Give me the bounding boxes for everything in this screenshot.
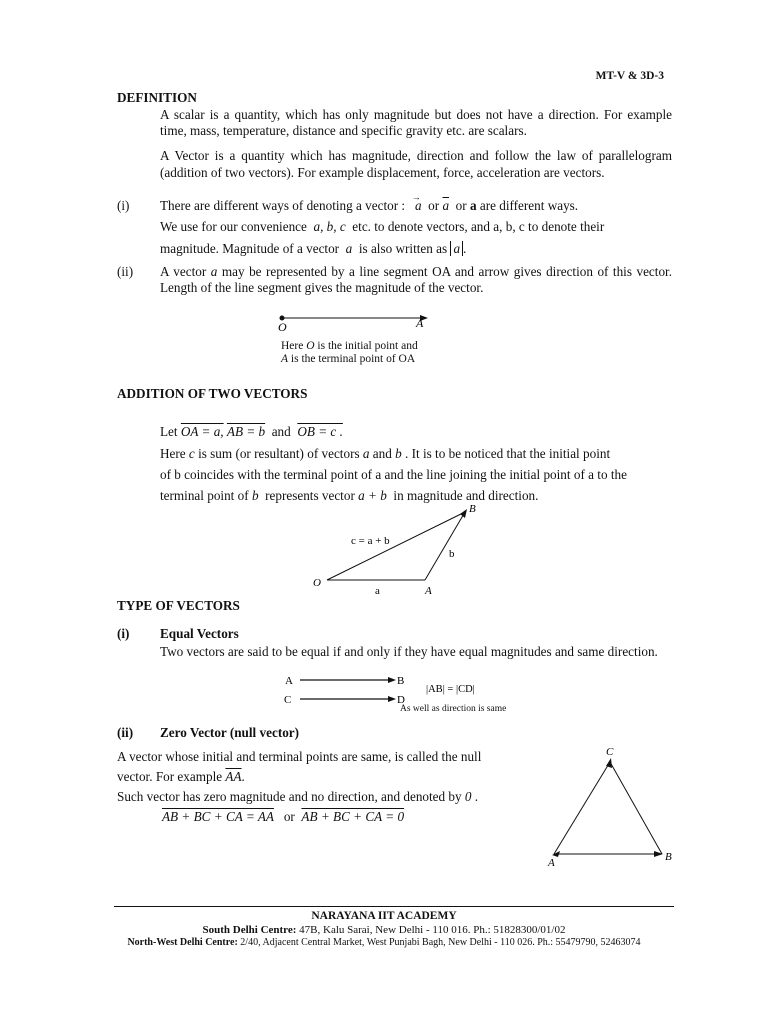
definition-heading: DEFINITION	[117, 90, 197, 105]
vector-notation-line	[160, 192, 672, 214]
footer-org: NARAYANA IIT ACADEMY	[311, 910, 457, 922]
label-o: O	[278, 320, 287, 334]
zero-vector-title: Zero Vector (null vector)	[160, 725, 300, 740]
convenience-line	[160, 219, 672, 235]
types-heading: TYPE OF VECTORS	[117, 598, 240, 613]
vector-a-symbol: a	[345, 241, 353, 256]
vector-a-symbol: a	[210, 264, 218, 279]
page-code: MT-V & 3D-3	[595, 70, 664, 82]
or-text: or	[455, 198, 467, 213]
vector-definition: A Vector is a quantity which has magnitude, direction and follow the law of parallelogram (addition of two vectors). For example displacement, force, acceleration are vectors.	[160, 148, 672, 180]
label-a: A	[416, 316, 424, 330]
label-a-point: A	[425, 585, 432, 597]
vector-text-2: may be represented by a line segment OA and arrow gives direction of this vector. Length of the line segment gives the magnitude of the vector.	[160, 264, 673, 295]
zero-vector-text-2: vector. For example $\overline{AA}$.	[117, 769, 245, 784]
direction-note: As well as direction is same	[400, 704, 507, 714]
vector-c-line	[327, 512, 465, 580]
zero-vector-text-3: Such vector has zero magnitude and no direction, and denoted by 0 .	[117, 789, 479, 804]
magnitude-line: magnitude. Magnitude of a vector a is also written as a .	[160, 241, 467, 256]
equation-1: AB + BC + CA = AA	[162, 809, 274, 824]
zero-symbol: 0	[464, 789, 472, 804]
label-b: B	[397, 675, 405, 687]
oa-figure	[270, 308, 440, 338]
aa-symbol: $\overline{AA}$	[225, 769, 242, 784]
footer-northwest: North-West Delhi Centre: 2/40, Adjacent Central Market, West Punjabi Bagh, New Delhi - 110 026. Ph.: 55479790, 52463074	[127, 937, 641, 948]
arrowhead-icon	[388, 696, 396, 702]
addition-para-line2: of b coincides with the terminal point of a and the line joining the initial point of a to the	[160, 467, 627, 482]
notation-bold-a: a	[469, 198, 477, 213]
zero-vector-text-1: A vector whose initial and terminal points are same, is called the null	[117, 749, 482, 764]
vector-symbols: a, b, c	[313, 219, 346, 234]
magnitude-equality: |AB| = |CD|	[426, 684, 475, 695]
figure-caption-1: Here O is the initial point and	[281, 340, 418, 352]
figure-caption-2: A is the terminal point of OA	[281, 353, 416, 365]
vector-text: A vector	[160, 264, 207, 279]
footer-rule	[114, 906, 674, 907]
magnitude-text-2: is also written as	[358, 241, 448, 256]
arrowhead-icon	[654, 851, 663, 857]
abs-a-symbol: a	[450, 241, 463, 256]
label-vec-b: b	[449, 548, 455, 560]
scalar-definition: A scalar is a quantity, which has only magnitude but does not have a direction. For example time, mass, temperature, distance and specific gravity etc. are scalars.	[160, 107, 672, 138]
let-equation: Let OA = a, AB = b and OB = c .	[160, 424, 343, 439]
line-segment-text	[160, 264, 672, 296]
label-a: A	[548, 857, 555, 869]
eq-oa: OA = a,	[180, 424, 224, 439]
zero-vector-triangle	[538, 740, 678, 870]
notation-tail: are different ways.	[479, 198, 579, 213]
convenience-text-2: etc. to denote vectors, and a, b, c to denote their	[352, 219, 605, 234]
notation-bar-a: $\overline{a}$	[442, 198, 450, 213]
item-number: (i)	[117, 198, 130, 213]
label-c: C	[606, 746, 614, 758]
equal-vectors-title: Equal Vectors	[160, 626, 239, 641]
item-number: (ii)	[117, 264, 134, 279]
item-number: (i)	[117, 626, 130, 641]
label-vec-a: a	[375, 585, 380, 597]
label-c: C	[284, 694, 292, 706]
addition-heading: ADDITION OF TWO VECTORS	[117, 386, 308, 401]
side-cb	[610, 762, 662, 854]
side-ac	[554, 762, 610, 854]
label-c-eq: c = a + b	[351, 535, 390, 547]
label-b-point: B	[469, 503, 476, 515]
arrowhead-icon	[388, 677, 396, 683]
equal-vectors-text: Two vectors are said to be equal if and only if they have equal magnitudes and same direction.	[160, 644, 658, 659]
notation-text: There are different ways of denoting a vector :	[160, 198, 406, 213]
addition-triangle-figure	[305, 500, 490, 600]
label-d: D	[397, 694, 405, 706]
magnitude-text: magnitude. Magnitude of a vector	[160, 241, 340, 256]
notation-arrow-a: a →	[411, 192, 422, 213]
addition-para-line3: terminal point of b represents vector a + b in magnitude and direction.	[160, 488, 539, 503]
or-text: or	[428, 198, 440, 213]
footer-south: South Delhi Centre: 47B, Kalu Sarai, New Delhi - 110 016. Ph.: 51828300/01/02	[202, 924, 566, 936]
equation-2: AB + BC + CA = 0	[301, 809, 405, 824]
eq-ob: OB = c .	[297, 424, 343, 439]
eq-ab: AB = b	[226, 424, 266, 439]
item-number: (ii)	[117, 725, 134, 740]
convenience-text: We use for our convenience	[160, 219, 307, 234]
label-a: A	[285, 675, 293, 687]
addition-para-line1: Here c is sum (or resultant) of vectors a and b . It is to be noticed that the initial point	[160, 446, 611, 461]
label-b: B	[665, 851, 672, 863]
zero-vector-equation: AB + BC + CA = AA or AB + BC + CA = 0	[162, 809, 405, 824]
label-o-point: O	[313, 577, 321, 589]
arrowhead-icon	[460, 509, 467, 518]
